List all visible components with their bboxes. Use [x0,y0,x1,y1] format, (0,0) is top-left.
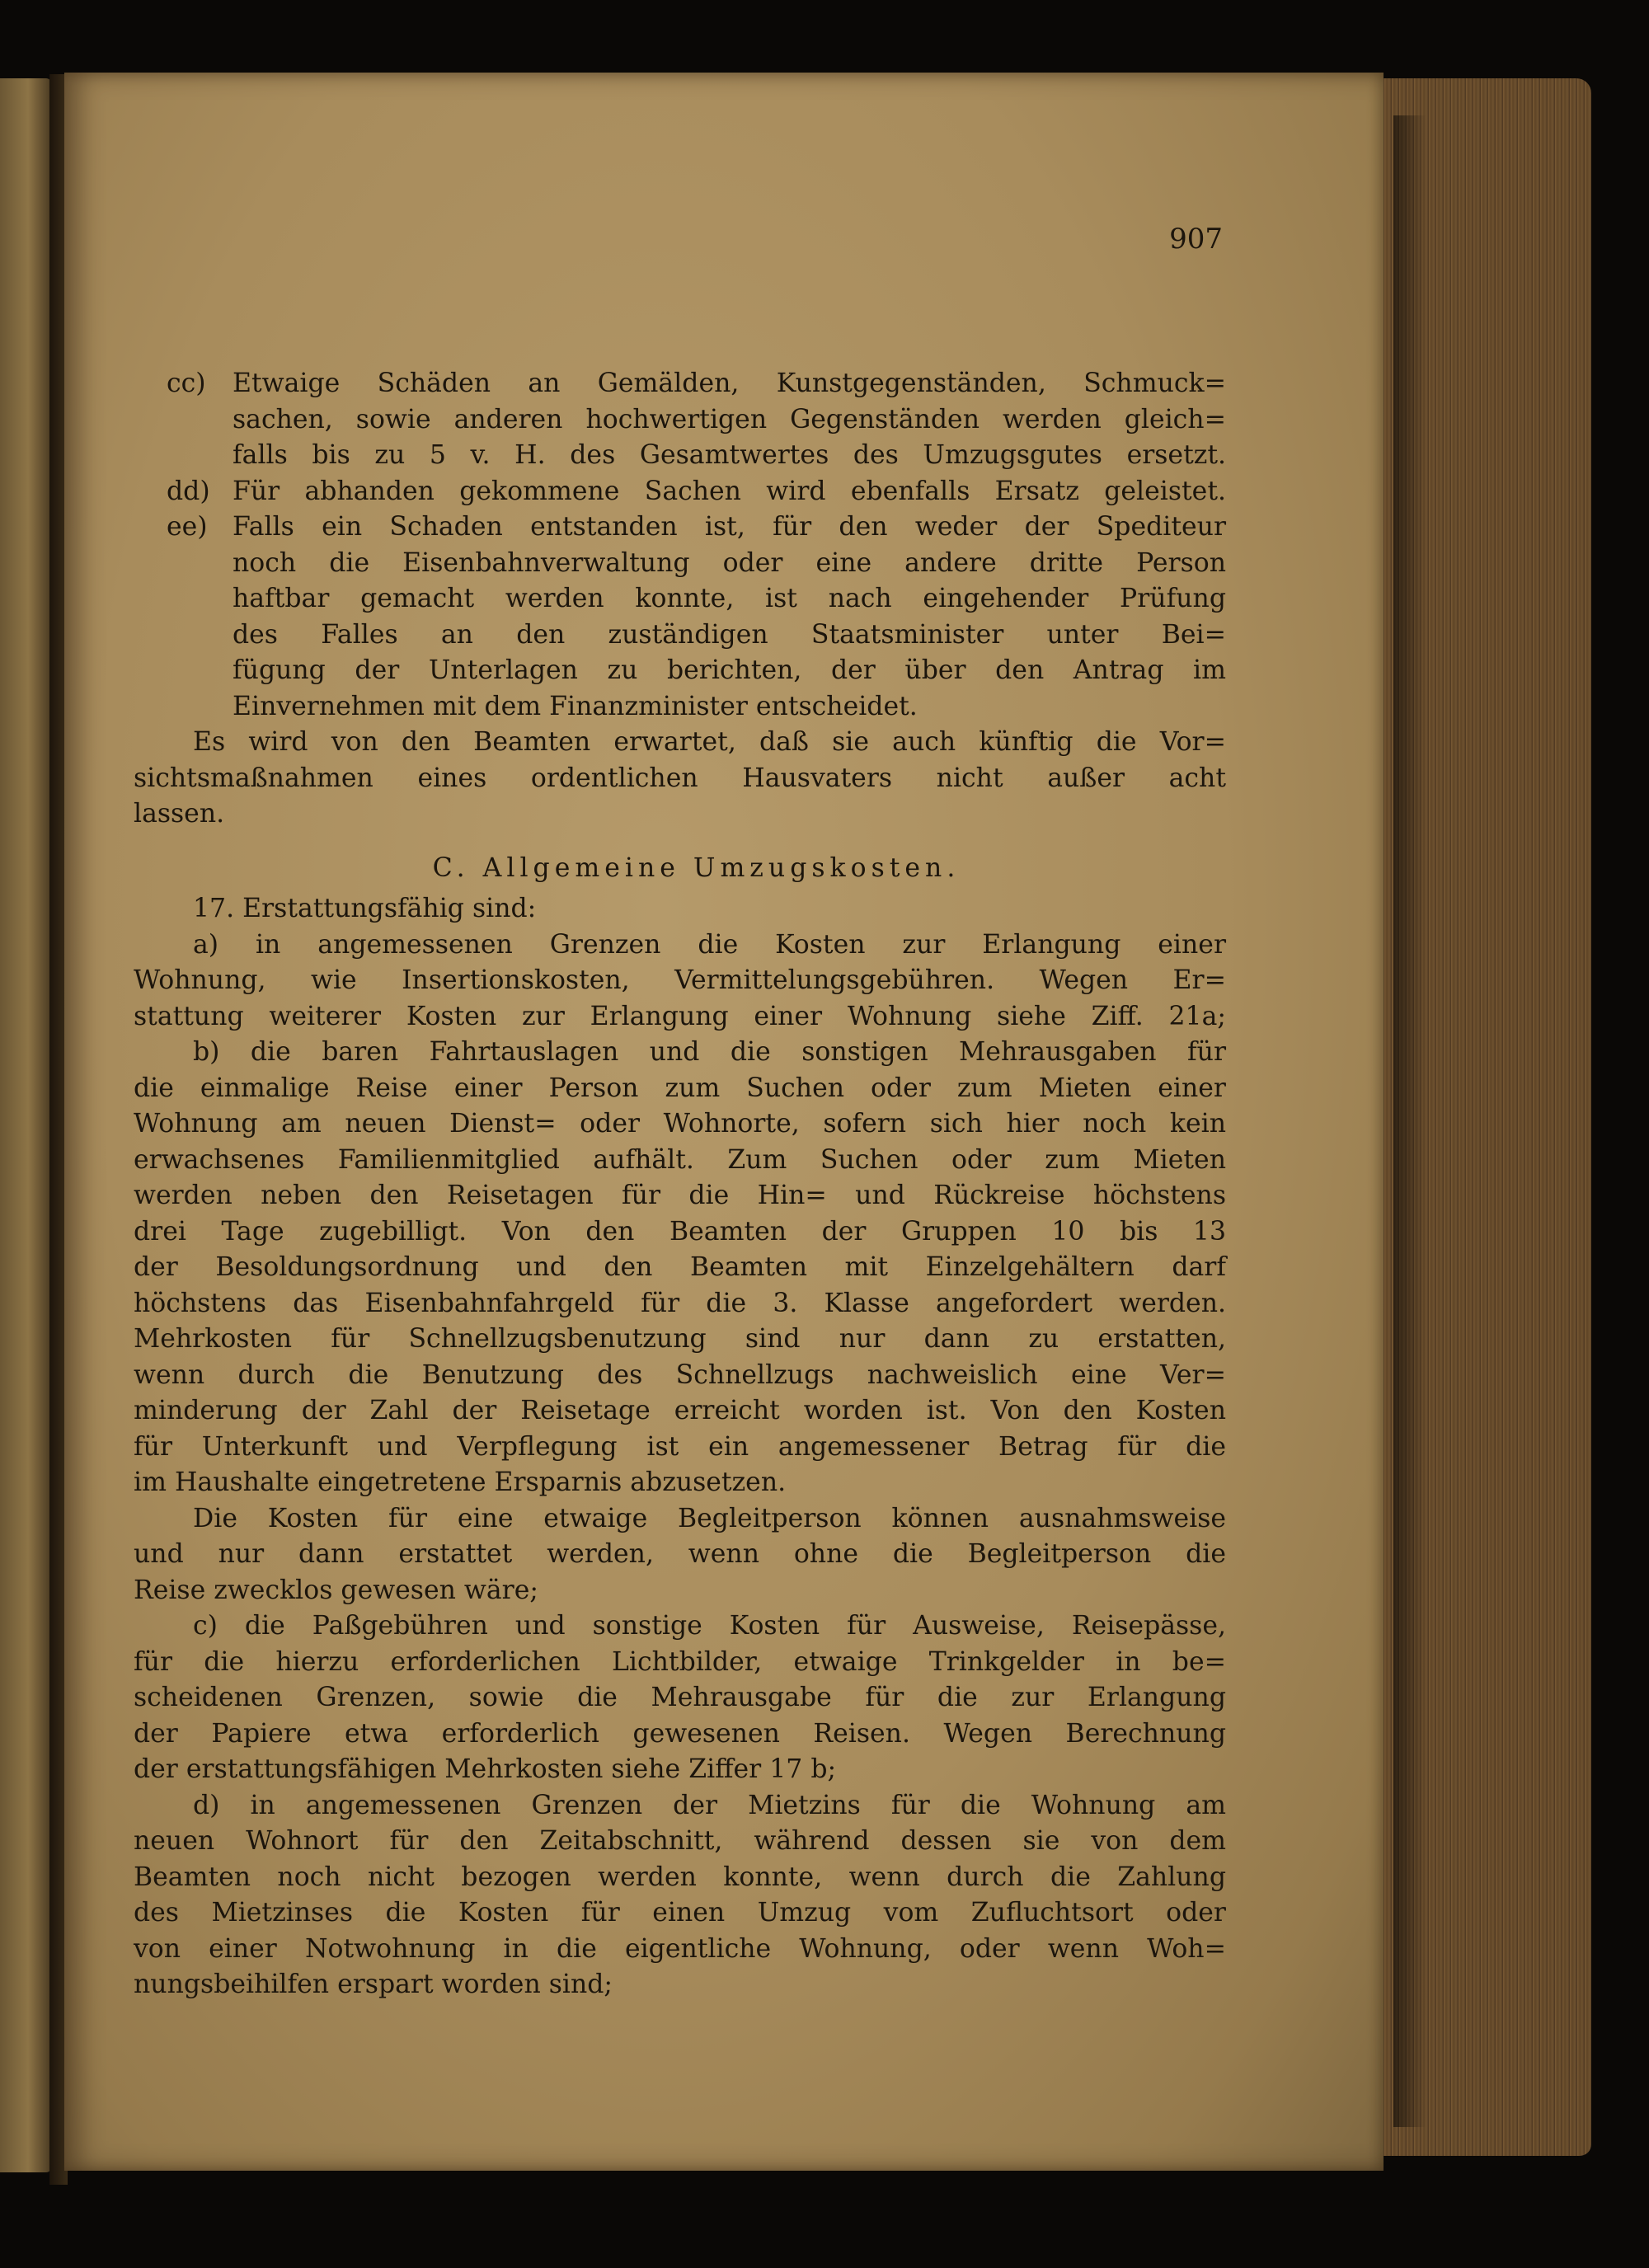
text-line: falls bis zu 5 v. H. des Gesamtwertes des Umzugsgutes ersetzt. [233,440,1226,470]
text-line: lassen. [134,799,225,829]
text-line: Mehrkosten für Schnellzugsbenutzung sind nur dann zu erstatten, [134,1324,1226,1354]
text-line: wenn durch die Benutzung des Schnellzugs nachweislich eine Ver= [134,1359,1226,1390]
text-line: Wohnung am neuen Dienst= oder Wohnorte, sofern sich hier noch kein [134,1109,1226,1139]
paragraph-d [134,1788,1226,2003]
paragraph-a [134,927,1226,1035]
item-label: ee) [167,512,208,542]
text-line: neuen Wohnort für den Zeitabschnitt, während dessen sie von dem [134,1826,1226,1856]
text-line: und nur dann erstattet werden, wenn ohne die Begleitperson die [134,1539,1226,1569]
text-line: der Besoldungsordnung und den Beamten mit Einzelgehältern darf [134,1252,1226,1282]
text-line: nungsbeihilfen erspart worden sind; [134,1970,613,1999]
list-item-dd [134,474,1226,510]
text-line: a) in angemessenen Grenzen die Kosten zur Erlangung einer [193,929,1226,960]
text-line: von einer Notwohnung in die eigentliche Wohnung, oder wenn Woh= [134,1933,1226,1964]
text-line: haftbar gemacht werden konnte, ist nach eingehender Prüfung [233,584,1226,613]
text-line: d) in angemessenen Grenzen der Mietzins für die Wohnung am [193,1790,1226,1820]
book-page [64,73,1384,2171]
text-line: werden neben den Reisetagen für die Hin= und Rückreise höchstens [134,1181,1226,1210]
text-line: b) die baren Fahrtauslagen und die sonstigen Mehrausgaben für [193,1037,1226,1067]
paragraph-b-continued [134,1501,1226,1609]
text-line: sachen, sowie anderen hochwertigen Gegenständen werden gleich= [233,404,1226,434]
item-label: cc) [167,369,206,398]
text-line: Beamten noch nicht bezogen werden konnte, wenn durch die Zahlung [134,1862,1226,1892]
text-line: die einmalige Reise einer Person zum Suchen oder zum Mieten einer [134,1073,1226,1103]
text-line: für Unterkunft und Verpflegung ist ein angemessener Betrag für die [134,1431,1226,1462]
list-item-ee [134,509,1226,725]
text-line: scheidenen Grenzen, sowie die Mehrausgabe für die zur Erlangung [134,1683,1226,1712]
paragraph-closing [134,725,1226,833]
text-line: drei Tage zugebilligt. Von den Beamten der Gruppen 10 bis 13 [134,1216,1226,1247]
list-item-cc [134,366,1226,474]
text-line: Reise zwecklos gewesen wäre; [134,1575,538,1605]
page-text [134,213,1226,2003]
text-line: Es wird von den Beamten erwartet, daß sie auch künftig die Vor= [193,727,1226,757]
paragraph-b [134,1035,1226,1501]
text-line: Etwaige Schäden an Gemälden, Kunstgegenständen, Schmuck= [233,369,1226,398]
text-line: sichtsmaßnahmen eines ordentlichen Hausvaters nicht außer acht [134,763,1226,793]
page-edge-shadow [1393,115,1426,2127]
text-line: Einvernehmen mit dem Finanzminister entscheidet. [233,691,918,721]
section-heading: C. Allgemeine Umzugskosten. [432,852,961,883]
text-line: für die hierzu erforderlichen Lichtbilder, etwaige Trinkgelder in be= [134,1646,1226,1677]
text-line: stattung weiterer Kosten zur Erlangung einer Wohnung siehe Ziff. 21a; [134,1001,1226,1031]
text-line: höchstens das Eisenbahnfahrgeld für die 3. Klasse angefordert werden. [134,1288,1226,1318]
paragraph-c [134,1608,1226,1788]
text-line: Wohnung, wie Insertionskosten, Vermittelungsgebühren. Wegen Er= [134,965,1226,995]
text-line: minderung der Zahl der Reisetage erreicht worden ist. Von den Kosten [134,1396,1226,1425]
text-line: des Mietzinses die Kosten für einen Umzug vom Zufluchtsort oder [134,1898,1226,1928]
text-line: Die Kosten für eine etwaige Begleitperson können ausnahmsweise [193,1503,1226,1533]
text-line: der Papiere etwa erforderlich gewesenen Reisen. Wegen Berechnung [134,1718,1226,1749]
page-number: 907 [1169,223,1223,256]
text-line: noch die Eisenbahnverwaltung oder eine andere dritte Person [233,547,1226,578]
intro-line: 17. Erstattungsfähig sind: [193,894,537,923]
text-line: des Falles an den zuständigen Staatsminister unter Bei= [233,619,1226,650]
text-line: Für abhanden gekommene Sachen wird ebenfalls Ersatz geleistet. [233,476,1226,506]
text-line: fügung der Unterlagen zu berichten, der über den Antrag im [233,655,1226,685]
text-line: Falls ein Schaden entstanden ist, für den weder der Spediteur [233,512,1226,542]
text-line: der erstattungsfähigen Mehrkosten siehe Ziffer 17 b; [134,1754,837,1784]
text-line: erwachsenes Familienmitglied aufhält. Zum Suchen oder zum Mieten [134,1144,1226,1175]
left-page-edge [0,78,51,2172]
text-line: c) die Paßgebühren und sonstige Kosten für Ausweise, Reisepässe, [193,1611,1226,1641]
item-label: dd) [167,476,210,506]
text-line: im Haushalte eingetretene Ersparnis abzusetzen. [134,1467,787,1497]
